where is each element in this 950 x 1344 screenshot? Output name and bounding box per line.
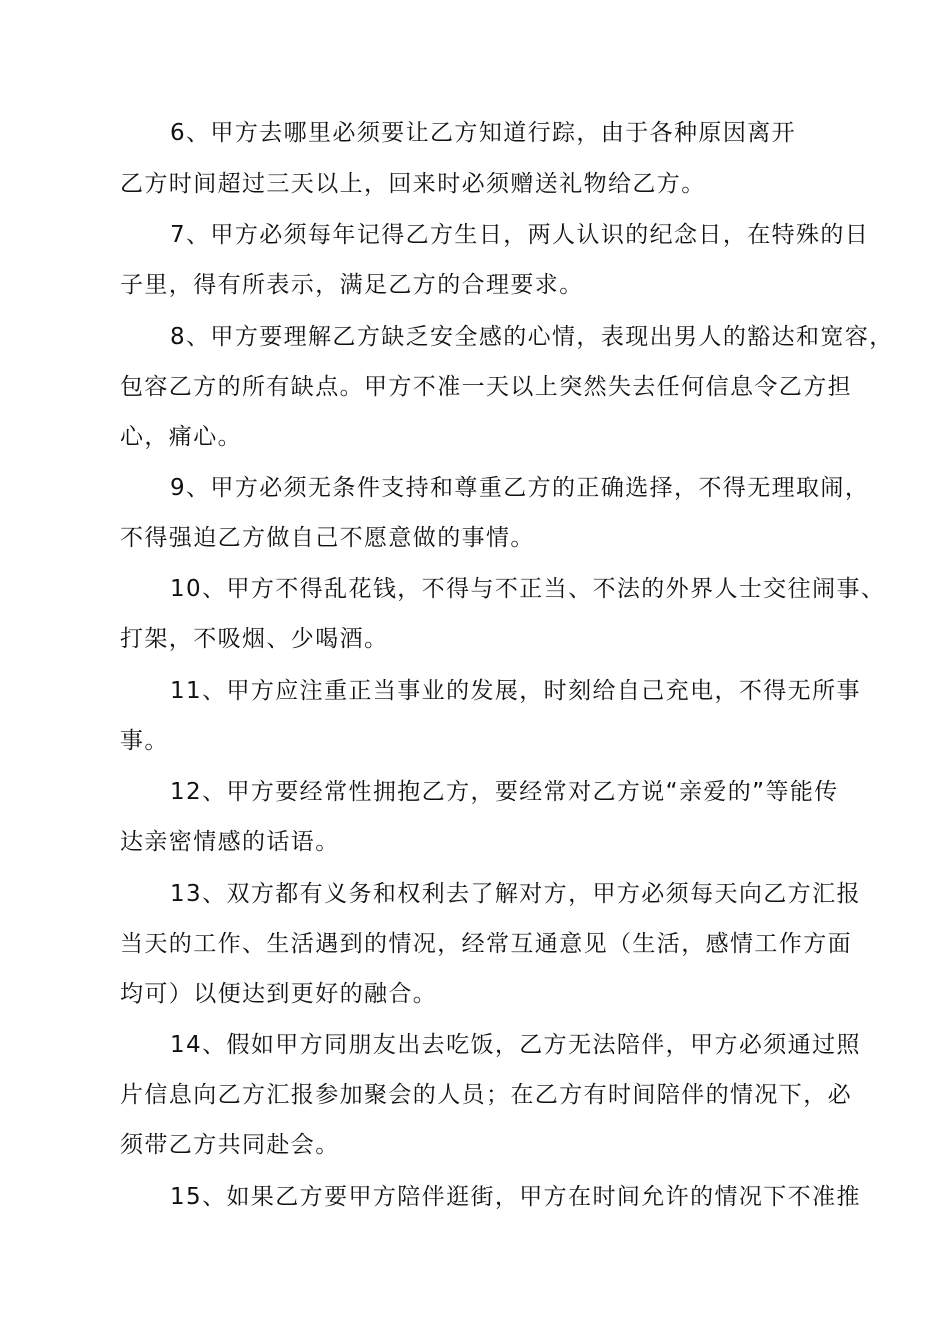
text-line: 乙方时间超过三天以上，回来时必须赠送礼物给乙方。 — [120, 171, 706, 197]
text-line: 事。 — [120, 728, 169, 754]
text-line: 不得强迫乙方做自己不愿意做的事情。 — [120, 525, 535, 551]
text-line: 子里，得有所表示，满足乙方的合理要求。 — [120, 272, 584, 298]
text-line: 14、假如甲方同朋友出去吃饭，乙方无法陪伴，甲方必须通过照 — [170, 1032, 861, 1058]
text-line: 10、甲方不得乱花钱，不得与不正当、不法的外界人士交往闹事、 — [170, 576, 886, 602]
text-line: 9、甲方必须无条件支持和尊重乙方的正确选择，不得无理取闹， — [170, 475, 870, 501]
text-line: 心，痛心。 — [120, 424, 242, 450]
text-line: 15、如果乙方要甲方陪伴逛街，甲方在时间允许的情况下不准推 — [170, 1184, 861, 1210]
text-line: 7、甲方必须每年记得乙方生日，两人认识的纪念日，在特殊的日 — [170, 222, 870, 248]
text-line: 12、甲方要经常性拥抱乙方，要经常对乙方说“亲爱的”等能传 — [170, 779, 839, 805]
text-line: 6、甲方去哪里必须要让乙方知道行踪，由于各种原因离开 — [170, 120, 797, 146]
text-line: 片信息向乙方汇报参加聚会的人员；在乙方有时间陪伴的情况下，必 — [120, 1082, 852, 1108]
text-line: 包容乙方的所有缺点。甲方不准一天以上突然失去任何信息令乙方担 — [120, 374, 852, 400]
text-line: 均可）以便达到更好的融合。 — [120, 981, 438, 1007]
text-line: 须带乙方共同赴会。 — [120, 1132, 340, 1158]
text-line: 11、甲方应注重正当事业的发展，时刻给自己充电，不得无所事 — [170, 678, 861, 704]
text-line: 当天的工作、生活遇到的情况，经常互通意见（生活，感情工作方面 — [120, 931, 852, 957]
text-line: 达亲密情感的话语。 — [120, 829, 340, 855]
text-line: 13、双方都有义务和权利去了解对方，甲方必须每天向乙方汇报 — [170, 881, 861, 907]
text-line: 打架，不吸烟、少喝酒。 — [120, 626, 389, 652]
text-line: 8、甲方要理解乙方缺乏安全感的心情，表现出男人的豁达和宽容， — [170, 324, 894, 350]
